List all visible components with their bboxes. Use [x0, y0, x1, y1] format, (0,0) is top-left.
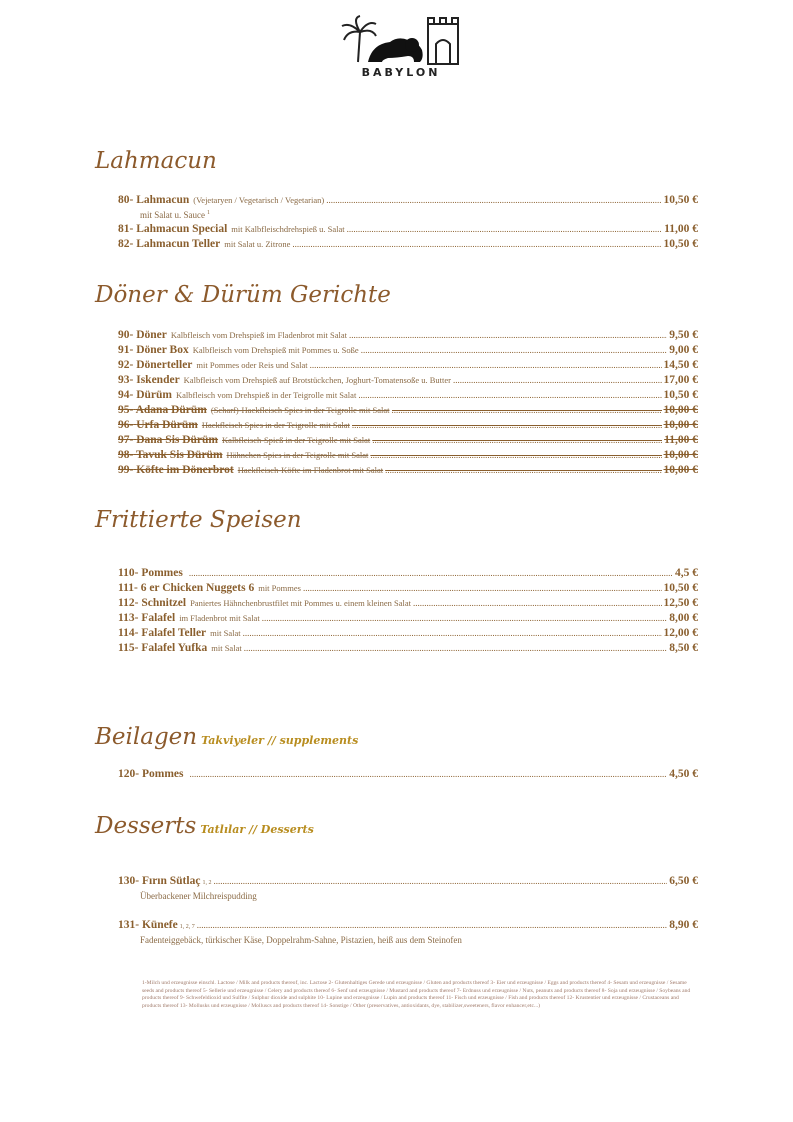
item-name: 112- Schnitzel	[118, 597, 187, 609]
item-name: 96- Urfa Dürüm	[118, 419, 198, 431]
item-desc: Kalbfleisch vom Drehspieß mit Pommes u. Soße	[192, 345, 359, 355]
section-title-text: Frittierte Speisen	[95, 507, 302, 533]
allergen-codes: 1, 2, 7	[179, 924, 195, 930]
item-price: 12,50 €	[663, 597, 698, 609]
item-name: 95- Adana Dürüm	[118, 404, 207, 416]
section-title-frittiert	[95, 507, 302, 533]
item-price: 10,00 €	[663, 464, 698, 476]
section-subtitle: Tatlılar // Desserts	[200, 823, 314, 836]
item-price: 10,00 €	[663, 449, 698, 461]
item-desc: Kalbfleisch vom Drehspieß im Fladenbrot mit Salat	[170, 330, 347, 340]
menu-item	[118, 359, 698, 374]
item-name: 130- Fırın Sütlaç	[118, 875, 201, 887]
dot-leader	[244, 642, 668, 654]
menu-item	[118, 374, 698, 389]
menu-item	[118, 919, 698, 934]
item-desc: im Fladenbrot mit Salat	[179, 613, 260, 623]
item-price: 9,00 €	[669, 344, 698, 356]
item-price: 11,00 €	[664, 434, 698, 446]
item-name: 93- Iskender	[118, 374, 180, 386]
item-desc: mit Pommes oder Reis und Salat	[196, 360, 308, 370]
dot-leader	[352, 419, 662, 431]
item-price: 6,50 €	[669, 875, 698, 887]
item-desc: Hähnchen Spies in der Teigrolle mit Salat	[226, 450, 369, 460]
item-name: 99- Köfte im Dönerbrot	[118, 464, 234, 476]
item-name: 131- Künefe	[118, 919, 178, 931]
item-desc: Hackfleisch-Köfte im Fladenbrot mit Salat	[237, 465, 384, 475]
item-name: 114- Falafel Teller	[118, 627, 207, 639]
dot-leader	[347, 223, 663, 235]
item-desc: mit Salat	[211, 643, 242, 653]
item-price: 10,50 €	[663, 194, 698, 206]
item-desc: Hackfleisch Spies in der Teigrolle mit Salat	[201, 420, 350, 430]
menu-item	[118, 612, 698, 627]
dot-leader	[361, 344, 668, 356]
dot-leader	[310, 359, 662, 371]
item-desc: mit Salat u. Zitrone	[224, 239, 291, 249]
menu-item	[118, 597, 698, 612]
dot-leader	[349, 329, 667, 341]
section-title-text: Döner & Dürüm Gerichte	[95, 282, 391, 308]
dot-leader	[385, 464, 661, 476]
item-price: 9,50 €	[669, 329, 698, 341]
item-subline: Fadenteiggebäck, türkischer Käse, Doppelrahm-Sahne, Pistazien, heiß aus dem Steinofen	[140, 935, 462, 945]
allergen-footnote: 1-Milch und erzeugnisse einschl. Lactose / Milk and products thereof, inc. Lactose 2- Glutenhaltiges Gerede und erzeugnisse / Gluten and products thereof 3- Eier und erzeugnisse / Eggs and products thereof 4- Sesam und erzeugnisse / Sesame seeds and products thereof 5- Sellerie und erzeugnisse / Celery and products thereof 6- Senf und erzeugnisse / Mustard and products thereof 7- Erdnuss und erzeugnisse / Nuts, peanuts and products thereof 8- Soja und erzeugnisse / Soybeans and products thereof 9- Schwefeldioxid und Sulfite / Sulphur dioxide and sulphite 10- Lupine und erzeugnisse / Lupin and products thereof 11- Fisch und erzeugnisse / Fish and products thereof 12- Krustentier und erzeugnisse / Crustaceans and products thereof 13- Mollusks und erzeugnisse / Molluscs and products thereof 14- Sonstige / Other (preservatives, antioxidants, dye, stabilizer,sweeteners, flavor enhancer,etc...)	[142, 980, 691, 1009]
dot-leader	[197, 919, 668, 931]
item-price: 8,00 €	[669, 612, 698, 624]
item-name: 91- Döner Box	[118, 344, 189, 356]
dot-leader	[372, 434, 662, 446]
item-price: 4,5 €	[675, 567, 698, 579]
item-price: 10,00 €	[663, 419, 698, 431]
section-title-doener	[95, 282, 391, 308]
menu-item-unavailable	[118, 404, 698, 419]
section-title-text: Lahmacun	[95, 148, 217, 174]
item-price: 17,00 €	[663, 374, 698, 386]
menu-item	[118, 389, 698, 404]
section-title-text: Desserts	[95, 813, 197, 839]
item-name: 92- Dönerteller	[118, 359, 193, 371]
dot-leader	[292, 238, 661, 250]
menu-item	[118, 582, 698, 597]
babylon-logo	[338, 14, 464, 84]
menu-item	[118, 329, 698, 344]
item-name: 113- Falafel	[118, 612, 176, 624]
dot-leader	[213, 875, 667, 887]
dot-leader	[413, 597, 661, 609]
item-desc: mit Salat	[210, 628, 241, 638]
menu-item-unavailable	[118, 434, 698, 449]
menu-item-unavailable	[118, 449, 698, 464]
item-desc: mit Pommes	[258, 583, 301, 593]
item-subline: Überbackener Milchreispudding	[140, 891, 257, 901]
menu-item	[118, 768, 698, 783]
item-price: 14,50 €	[663, 359, 698, 371]
dot-leader	[370, 449, 661, 461]
item-desc: (Scharf)-Hackfleisch Spies in der Teigrolle mit Salat	[210, 405, 390, 415]
menu-item	[118, 344, 698, 359]
allergen-codes: 1, 2	[202, 880, 212, 886]
section-subtitle: Takviyeler // supplements	[201, 734, 359, 747]
item-price: 8,90 €	[669, 919, 698, 931]
item-price: 10,50 €	[663, 582, 698, 594]
item-price: 10,50 €	[663, 238, 698, 250]
menu-item	[118, 642, 698, 657]
dot-leader	[243, 627, 662, 639]
menu-item-unavailable	[118, 464, 698, 479]
item-desc: mit Kalbfleischdrehspieß u. Salat	[231, 224, 345, 234]
babylon-lion-palm-castle-logo-icon	[338, 14, 464, 69]
item-price: 4,50 €	[669, 768, 698, 780]
item-name: 97- Dana Sis Dürüm	[118, 434, 219, 446]
item-price: 10,00 €	[663, 404, 698, 416]
dot-leader	[303, 582, 662, 594]
item-name: 111- 6 er Chicken Nuggets 6	[118, 582, 255, 594]
item-price: 10,50 €	[663, 389, 698, 401]
item-price: 11,00 €	[664, 223, 698, 235]
item-desc: (Vejetaryen / Vegetarisch / Vegetarian)	[193, 195, 325, 205]
dot-leader	[189, 768, 667, 780]
dot-leader	[262, 612, 668, 624]
dot-leader	[189, 567, 673, 579]
menu-item	[118, 627, 698, 642]
item-name: 81- Lahmacun Special	[118, 223, 228, 235]
item-subline: mit Salat u. Sauce $^1$	[140, 210, 210, 220]
item-price: 12,00 €	[663, 627, 698, 639]
item-name: 115- Falafel Yufka	[118, 642, 208, 654]
item-desc: Paniertes Hähnchenbrustfilet mit Pommes u. einem kleinen Salat	[190, 598, 412, 608]
item-desc: Kalbfleisch vom Drehspieß in der Teigrolle mit Salat	[176, 390, 357, 400]
section-title-beilagen	[95, 724, 358, 750]
item-name: 120- Pommes	[118, 768, 184, 780]
item-name: 80- Lahmacun	[118, 194, 190, 206]
dot-leader	[326, 194, 661, 206]
dot-leader	[453, 374, 662, 386]
menu-item	[118, 223, 698, 238]
item-name: 110- Pommes	[118, 567, 183, 579]
logo-wordmark: BABYLON	[361, 66, 441, 79]
item-name: 98- Tavuk Sis Dürüm	[118, 449, 223, 461]
menu-item-unavailable	[118, 419, 698, 434]
section-title-desserts	[95, 813, 314, 839]
dot-leader	[358, 389, 661, 401]
item-price: 8,50 €	[669, 642, 698, 654]
section-title-lahmacun	[95, 148, 217, 174]
section-title-text: Beilagen	[95, 724, 198, 750]
item-desc: Kalbfleisch vom Drehspieß auf Brotstückchen, Joghurt-Tomatensoße u. Butter	[183, 375, 451, 385]
item-desc: Kalbfleisch-Spieß in der Teigrolle mit Salat	[222, 435, 371, 445]
menu-item	[118, 194, 698, 209]
item-name: 82- Lahmacun Teller	[118, 238, 221, 250]
menu-item	[118, 567, 698, 582]
menu-item	[118, 875, 698, 890]
item-name: 90- Döner	[118, 329, 167, 341]
menu-item	[118, 238, 698, 253]
item-name: 94- Dürüm	[118, 389, 172, 401]
dot-leader	[392, 404, 662, 416]
